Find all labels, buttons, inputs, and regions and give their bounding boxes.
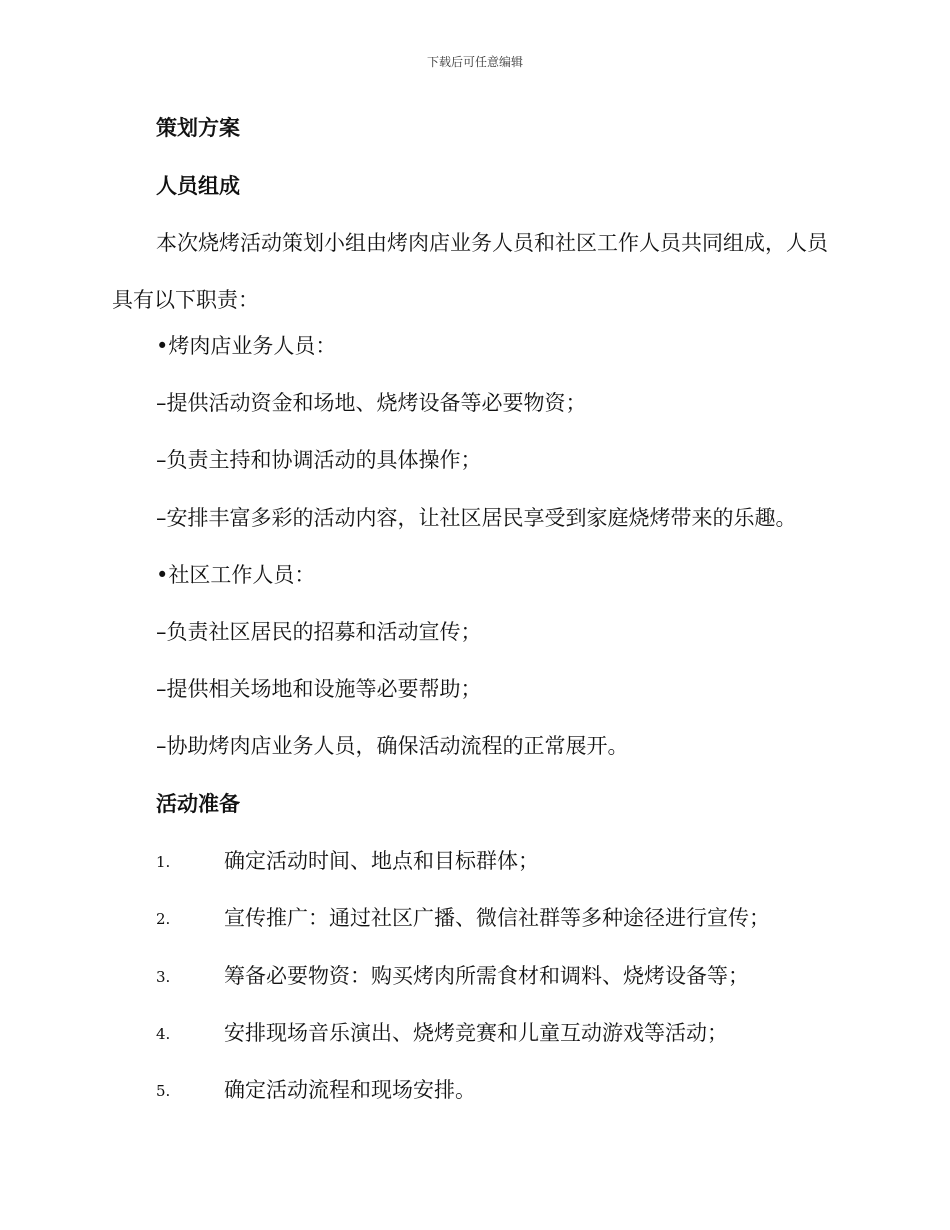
list-number: 5. (156, 1082, 171, 1100)
group-title-text: 社区工作人员： (168, 563, 316, 587)
list-item (156, 960, 749, 993)
duty-item: –提供相关场地和设施等必要帮助； (156, 677, 482, 701)
duty-item: –负责社区居民的招募和活动宣传； (156, 620, 482, 644)
list-item (156, 845, 539, 878)
personnel-intro: 本次烧烤活动策划小组由烤肉店业务人员和社区工作人员共同组成，人员具有以下职责： (112, 231, 828, 312)
personnel-heading: 人员组成 (156, 174, 240, 198)
list-number: 4. (156, 1025, 171, 1043)
bullet-icon: • (156, 563, 169, 587)
group-title-text: 烤肉店业务人员： (168, 334, 337, 358)
duty-item: –提供活动资金和场地、烧烤设备等必要物资； (156, 391, 587, 415)
list-number: 2. (156, 910, 171, 928)
list-item (156, 1017, 728, 1050)
list-text: 确定活动流程和现场安排。 (224, 1078, 476, 1102)
duty-item: –安排丰富多彩的活动内容，让社区居民享受到家庭烧烤带来的乐趣。 (156, 506, 797, 530)
list-number: 3. (156, 968, 171, 986)
group-title-community-staff (156, 559, 315, 591)
duty-item: –负责主持和协调活动的具体操作； (156, 448, 482, 472)
group-title-shop-staff (156, 330, 336, 362)
list-item (156, 1074, 476, 1107)
preparation-heading: 活动准备 (156, 792, 240, 816)
bullet-icon: • (156, 334, 169, 358)
list-text: 安排现场音乐演出、烧烤竞赛和儿童互动游戏等活动； (224, 1021, 728, 1045)
section-title: 策划方案 (156, 116, 240, 140)
duty-item: –协助烤肉店业务人员，确保活动流程的正常展开。 (156, 734, 629, 758)
list-item (156, 902, 770, 935)
list-text: 筹备必要物资：购买烤肉所需食材和调料、烧烤设备等； (224, 964, 749, 988)
list-text: 宣传推广：通过社区广播、微信社群等多种途径进行宣传； (224, 906, 770, 930)
list-number: 1. (156, 853, 171, 871)
list-text: 确定活动时间、地点和目标群体； (224, 849, 539, 873)
page-header-note: 下载后可任意编辑 (426, 55, 523, 69)
